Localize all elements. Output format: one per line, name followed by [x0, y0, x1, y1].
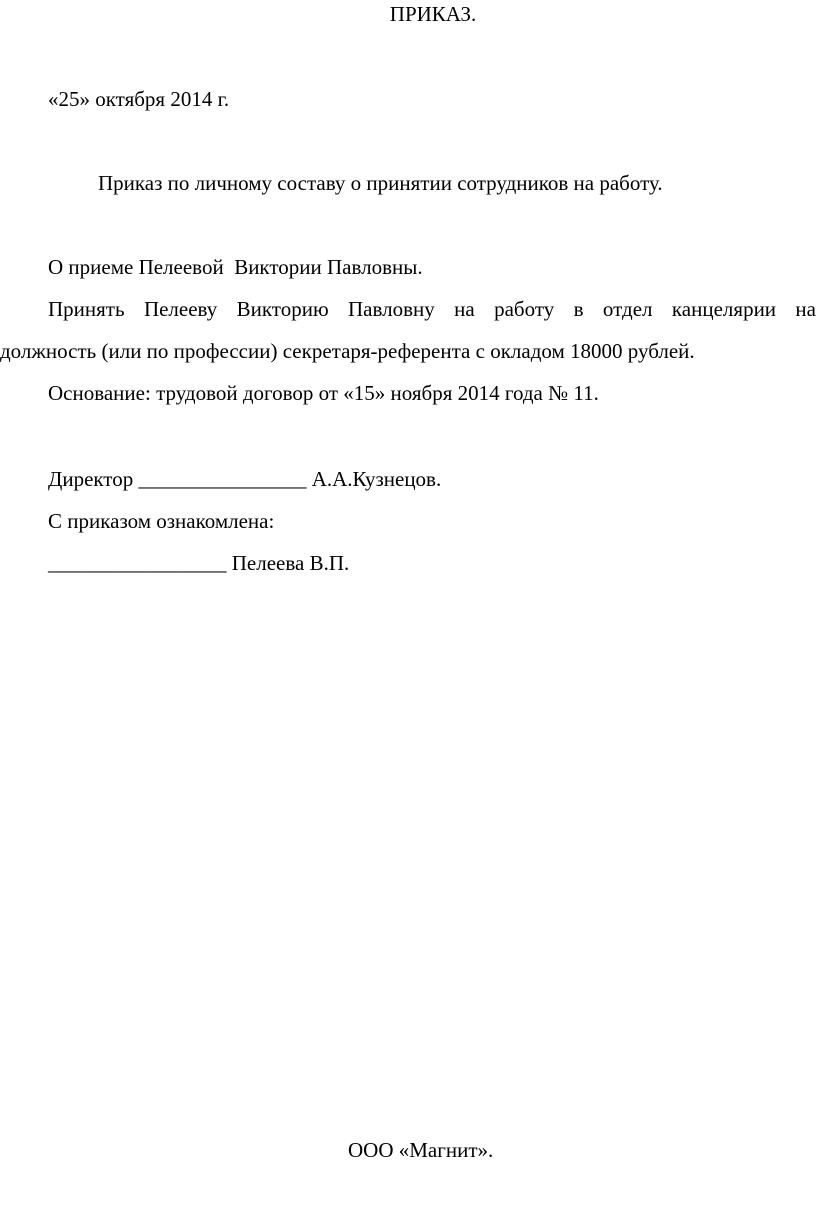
- order-date: «25» октября 2014 г.: [48, 87, 230, 111]
- director-signature-line: Директор ________________ А.А.Кузнецов.: [48, 467, 442, 491]
- company-name: ООО «Магнит».: [348, 1138, 494, 1162]
- order-text-line-2: должность (или по профессии) секретаря-референта с окладом 18000 рублей.: [0, 339, 695, 363]
- order-heading: Приказ по личному составу о принятии сотрудников на работу.: [98, 171, 663, 195]
- acknowledgement-label: С приказом ознакомлена:: [48, 509, 275, 533]
- employee-signature-line: _________________ Пелеева В.П.: [48, 551, 350, 575]
- document-title: ПРИКАЗ.: [389, 2, 477, 26]
- order-basis: Основание: трудовой договор от «15» ноября 2014 года № 11.: [48, 381, 599, 405]
- order-text-line-1: Принять Пелееву Викторию Павловну на работу в отдел канцелярии на: [48, 297, 816, 321]
- order-subject: О приеме Пелеевой Виктории Павловны.: [48, 255, 423, 279]
